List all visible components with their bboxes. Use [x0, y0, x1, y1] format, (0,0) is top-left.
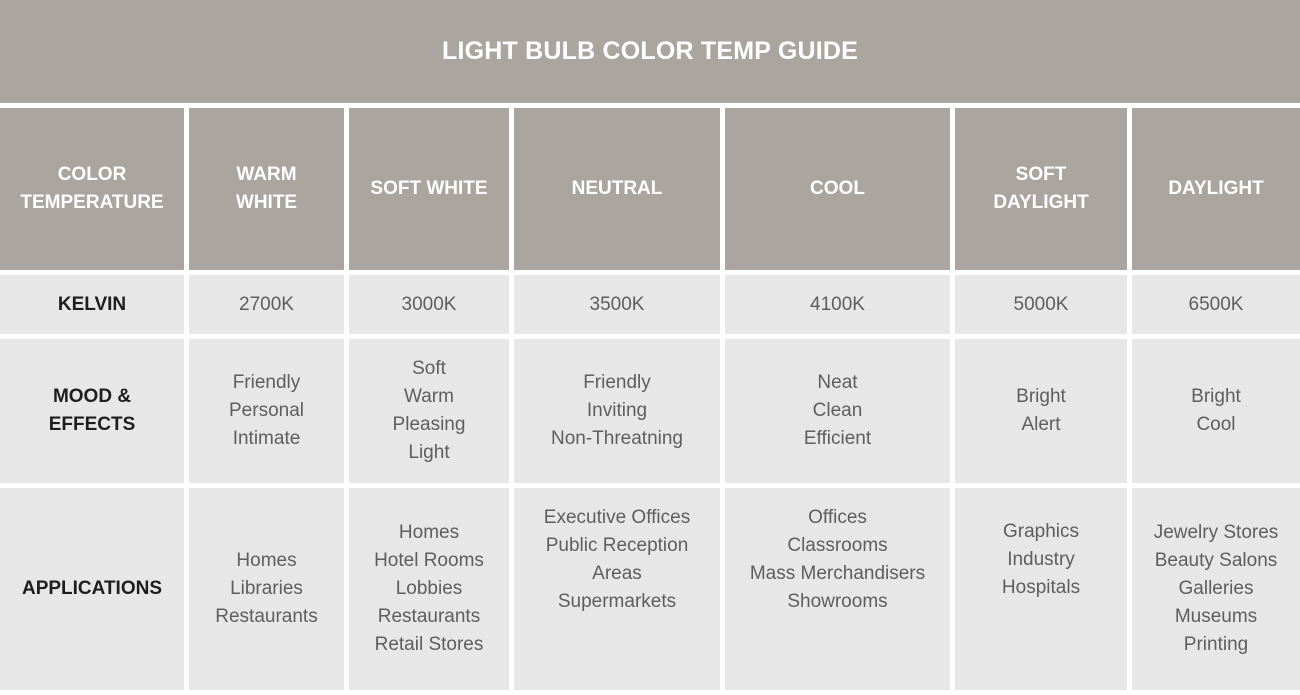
- row-label-line: APPLICATIONS: [21, 578, 163, 600]
- page-title: LIGHT BULB COLOR TEMP GUIDE: [441, 37, 859, 65]
- column-header-line: NEUTRAL: [571, 178, 663, 200]
- cell-line: Homes: [236, 550, 297, 572]
- header-label-line: TEMPERATURE: [20, 192, 164, 214]
- cell-line: Graphics: [1002, 521, 1080, 543]
- applications-cell: [1132, 488, 1300, 690]
- cell-line: Non-Threatning: [550, 428, 684, 450]
- mood-cell: [189, 339, 344, 483]
- kelvin-cell: [725, 275, 950, 334]
- cell-line: Industry: [1007, 549, 1075, 571]
- column-header-neutral: [514, 108, 720, 270]
- row-label-line: EFFECTS: [48, 414, 136, 436]
- cell-line: Light: [408, 442, 450, 464]
- column-header-cool: [725, 108, 950, 270]
- cell-line: Mass Merchandisers: [749, 563, 926, 585]
- mood-cell: [514, 339, 720, 483]
- cell-line: Efficient: [803, 428, 872, 450]
- kelvin-cell: [955, 275, 1127, 334]
- cell-line: 4100K: [810, 293, 865, 315]
- header-label-line: COLOR: [57, 164, 127, 186]
- kelvin-cell: [514, 275, 720, 334]
- cell-line: Printing: [1183, 634, 1249, 656]
- cell-line: Hotel Rooms: [374, 550, 484, 572]
- cell-line: Retail Stores: [374, 634, 484, 656]
- applications-cell: [189, 488, 344, 690]
- kelvin-cell: [189, 275, 344, 334]
- cell-line: Areas: [592, 563, 642, 585]
- cell-line: Cool: [1196, 414, 1236, 436]
- applications-cell: [955, 488, 1127, 690]
- cell-line: Alert: [1021, 414, 1061, 436]
- applications-row: [0, 488, 1300, 690]
- cell-line: Supermarkets: [557, 591, 677, 613]
- kelvin-row: [0, 275, 1300, 334]
- mood-effects-row: [0, 339, 1300, 483]
- cell-line: 5000K: [1013, 293, 1069, 315]
- cell-line: Restaurants: [215, 606, 318, 628]
- column-header-daylight: [1132, 108, 1300, 270]
- cell-line: Bright: [1191, 386, 1241, 408]
- applications-cell: [725, 488, 950, 690]
- applications-cell: [349, 488, 509, 690]
- title-banner: [0, 0, 1300, 103]
- column-header-warm-white: [189, 108, 344, 270]
- column-header-soft-daylight: [955, 108, 1127, 270]
- row-label-kelvin: [0, 275, 184, 334]
- cell-line: Museums: [1174, 606, 1258, 628]
- cell-line: 3500K: [589, 293, 645, 315]
- cell-line: 2700K: [239, 293, 294, 315]
- cell-line: Neat: [817, 372, 858, 394]
- cell-line: Offices: [808, 507, 867, 529]
- row-label-line: KELVIN: [57, 293, 127, 315]
- column-header-line: WARM: [236, 164, 297, 186]
- cell-line: Lobbies: [395, 578, 463, 600]
- column-header-line: DAYLIGHT: [1168, 178, 1264, 200]
- column-header-line: DAYLIGHT: [993, 192, 1089, 214]
- cell-line: Warm: [404, 386, 454, 408]
- cell-line: Jewelry Stores: [1153, 522, 1279, 544]
- cell-line: Showrooms: [787, 591, 888, 613]
- cell-line: Classrooms: [787, 535, 888, 557]
- cell-line: Clean: [812, 400, 863, 422]
- mood-cell: [955, 339, 1127, 483]
- cell-line: Homes: [398, 522, 460, 544]
- header-row: [0, 108, 1300, 270]
- column-header-line: WHITE: [235, 192, 298, 214]
- cell-line: Personal: [229, 400, 304, 422]
- cell-line: 3000K: [401, 293, 457, 315]
- cell-line: Beauty Salons: [1154, 550, 1278, 572]
- cell-line: Galleries: [1178, 578, 1254, 600]
- cell-line: Bright: [1016, 386, 1066, 408]
- column-header-line: SOFT: [1015, 164, 1067, 186]
- row-label-mood-effects: [0, 339, 184, 483]
- cell-line: Public Reception: [545, 535, 689, 557]
- cell-line: Pleasing: [392, 414, 466, 436]
- mood-cell: [725, 339, 950, 483]
- kelvin-cell: [1132, 275, 1300, 334]
- column-header-line: COOL: [810, 178, 865, 200]
- cell-line: Intimate: [232, 428, 301, 450]
- mood-cell: [1132, 339, 1300, 483]
- header-label-cell: [0, 108, 184, 270]
- kelvin-cell: [349, 275, 509, 334]
- cell-line: Libraries: [230, 578, 303, 600]
- cell-line: Inviting: [586, 400, 648, 422]
- row-label-line: MOOD &: [52, 386, 132, 408]
- guide-table: [0, 103, 1300, 695]
- mood-cell: [349, 339, 509, 483]
- column-header-line: SOFT WHITE: [370, 178, 488, 200]
- cell-line: Friendly: [583, 372, 651, 394]
- cell-line: Friendly: [232, 372, 301, 394]
- cell-line: Executive Offices: [543, 507, 691, 529]
- column-header-soft-white: [349, 108, 509, 270]
- cell-line: Restaurants: [377, 606, 481, 628]
- cell-line: Hospitals: [1001, 577, 1081, 599]
- cell-line: 6500K: [1188, 293, 1244, 315]
- applications-cell: [514, 488, 720, 690]
- row-label-applications: [0, 488, 184, 690]
- cell-line: Soft: [412, 358, 446, 380]
